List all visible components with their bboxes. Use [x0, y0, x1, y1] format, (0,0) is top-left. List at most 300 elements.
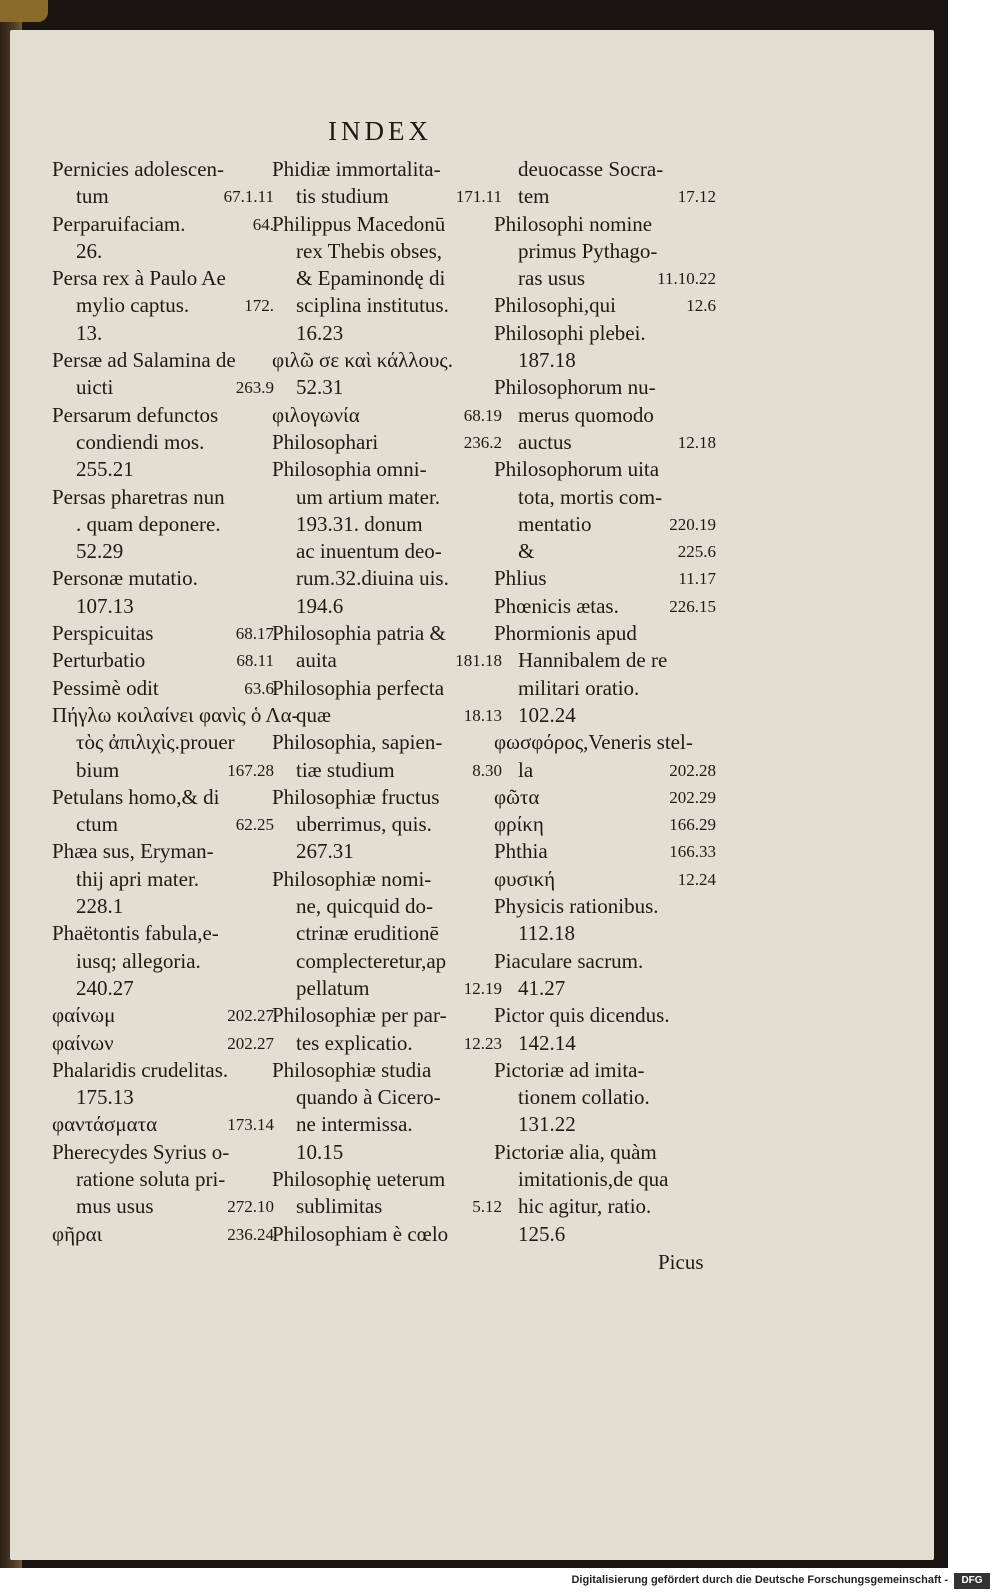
entry-page-ref: 202.29: [669, 787, 716, 807]
book-corner-clasp: [0, 0, 48, 22]
entry-page-ref: 181.18: [455, 651, 502, 671]
dfg-logo: DFG: [954, 1573, 990, 1589]
entry-page-ref: 220.19: [669, 514, 716, 534]
entry-text: auita: [296, 648, 337, 673]
catchword: Picus: [658, 1250, 704, 1274]
index-entry: [52, 647, 274, 674]
entry-text: Petulans homo,& di: [52, 784, 220, 809]
entry-text: uberrimus, quis.: [296, 812, 432, 837]
index-entry: [272, 838, 502, 865]
entry-text: mentatio: [518, 511, 592, 536]
entry-text: 142.14: [518, 1030, 576, 1055]
entry-page-ref: 18.13: [463, 705, 502, 725]
entry-text: 41.27: [518, 975, 566, 1000]
entry-text: ras usus: [518, 266, 586, 291]
entry-page-ref: 68.11: [236, 651, 274, 671]
entry-page-ref: 64.: [252, 214, 274, 234]
index-entry: [272, 593, 502, 620]
entry-page-ref: [712, 920, 716, 947]
index-entry: [52, 1221, 274, 1248]
index-entry: [52, 292, 274, 319]
entry-page-ref: 225.6: [677, 542, 716, 562]
entry-text: 26.: [76, 238, 103, 263]
entry-text: Personæ mutatio.: [52, 566, 198, 591]
index-entry: [272, 1139, 502, 1166]
entry-text: Perparuifaciam.: [52, 211, 186, 236]
entry-text: Philosophiam è cœlo: [272, 1221, 449, 1246]
entry-text: tiæ studium: [296, 757, 395, 782]
entry-text: quæ: [296, 702, 332, 727]
entry-text: & Epaminondę di: [296, 266, 446, 291]
entry-text: 255.21: [76, 457, 134, 482]
index-entry: [494, 838, 716, 865]
index-entry: [272, 893, 502, 920]
digitization-footer: [0, 1568, 1000, 1595]
entry-page-ref: 172.: [244, 296, 274, 316]
index-entry: [52, 511, 274, 538]
entry-text: Phidiæ immortalita-: [272, 157, 441, 181]
entry-page-ref: 202.27: [227, 1006, 274, 1026]
entry-page-ref: [712, 1030, 716, 1057]
entry-text: Philosophiæ per par-: [272, 1003, 447, 1028]
entry-text: Philosophi nomine: [494, 211, 653, 236]
entry-text: thij apri mater.: [76, 866, 200, 891]
entry-text: 52.29: [76, 539, 124, 564]
entry-text: 102.24: [518, 702, 576, 727]
index-entry: [494, 729, 716, 756]
entry-page-ref: 236.24: [227, 1224, 274, 1244]
index-entry: [52, 265, 274, 292]
entry-text: 16.23: [296, 320, 344, 345]
entry-text: ne intermissa.: [296, 1112, 413, 1137]
page-title: INDEX: [328, 116, 432, 146]
entry-text: Persarum defunctos: [52, 402, 219, 427]
index-entry: [52, 211, 274, 238]
index-entry: [52, 538, 274, 565]
index-entry: [494, 1221, 716, 1248]
index-entry: [494, 1084, 716, 1111]
index-entry: [494, 784, 716, 811]
index-entry: [272, 948, 502, 975]
entry-text: 107.13: [76, 593, 134, 618]
index-entry: [52, 456, 274, 483]
index-entry: [52, 1166, 274, 1193]
index-entry: [52, 893, 274, 920]
entry-page-ref: 12.6: [686, 296, 716, 316]
index-entry: [494, 156, 716, 183]
index-entry: [52, 565, 274, 592]
entry-text: hic agitur, ratio.: [518, 1194, 652, 1219]
index-entry: [272, 456, 502, 483]
entry-page-ref: [712, 729, 716, 756]
entry-text: φαίνωμ: [52, 1003, 116, 1028]
entry-text: condiendi mos.: [76, 429, 205, 454]
entry-text: Philippus Macedonū: [272, 211, 446, 236]
entry-text: ne, quicquid do-: [296, 894, 434, 919]
entry-text: Pictor quis dicendus.: [494, 1003, 670, 1028]
entry-page-ref: 171.11: [455, 187, 502, 207]
entry-text: Philosophorum uita: [494, 457, 660, 482]
entry-page-ref: [712, 948, 716, 975]
index-entry: [494, 1166, 716, 1193]
index-entry: [272, 1057, 502, 1084]
book-page: [10, 30, 934, 1560]
index-entry: [494, 893, 716, 920]
entry-page-ref: [712, 1084, 716, 1111]
entry-text: Phaëtontis fabula,e-: [52, 921, 219, 946]
entry-page-ref: [712, 374, 716, 401]
entry-text: Philosophorum nu-: [494, 375, 656, 400]
entry-page-ref: [712, 402, 716, 429]
entry-text: φρίκη: [494, 812, 544, 837]
entry-text: tionem collatio.: [518, 1085, 650, 1110]
entry-text: imitationis,de qua: [518, 1166, 669, 1191]
index-entry: [494, 320, 716, 347]
index-entry: [494, 920, 716, 947]
index-entry: [494, 702, 716, 729]
index-entry: [494, 1193, 716, 1220]
index-entry: [272, 675, 502, 702]
index-entry: [494, 402, 716, 429]
index-entry: [52, 620, 274, 647]
entry-text: Persæ ad Salamina de: [52, 348, 236, 373]
entry-text: Phœnicis ætas.: [494, 593, 619, 618]
index-entry: [494, 374, 716, 401]
index-entry: [52, 1084, 274, 1111]
entry-text: tem: [518, 184, 550, 209]
entry-text: . quam deponere.: [76, 511, 221, 536]
index-entry: [52, 593, 274, 620]
index-entry: [272, 1193, 502, 1220]
entry-text: Philosophiæ nomi-: [272, 866, 432, 891]
entry-page-ref: 5.12: [472, 1197, 502, 1217]
entry-text: Phthia: [494, 839, 548, 864]
index-entry: [494, 593, 716, 620]
index-entry: [272, 374, 502, 401]
entry-text: φυσική: [494, 866, 556, 891]
entry-text: primus Pythago-: [518, 238, 658, 263]
index-entry: [494, 238, 716, 265]
footer-credit: Digitalisierung gefördert durch die Deutsche Forschungsgemeinschaft -: [571, 1574, 948, 1586]
entry-page-ref: [712, 702, 716, 729]
entry-text: Pictoriæ ad imita-: [494, 1057, 645, 1082]
entry-page-ref: [712, 1221, 716, 1248]
index-entry: [272, 156, 502, 183]
index-entry: [272, 347, 502, 374]
index-entry: [52, 1057, 274, 1084]
index-entry: [272, 565, 502, 592]
entry-page-ref: [712, 484, 716, 511]
index-entry: [52, 866, 274, 893]
index-entry: [494, 292, 716, 319]
entry-text: Philosophiæ studia: [272, 1057, 432, 1082]
index-entry: [272, 402, 502, 429]
index-column-2: [272, 156, 502, 1248]
index-entry: [52, 838, 274, 865]
index-entry: [52, 975, 274, 1002]
entry-text: Pictoriæ alia, quàm: [494, 1139, 657, 1164]
entry-text: ac inuentum deo-: [296, 539, 442, 564]
entry-text: Phæa sus, Eryman-: [52, 839, 214, 864]
index-entry: [272, 292, 502, 319]
entry-text: iusq; allegoria.: [76, 948, 201, 973]
index-entry: [52, 920, 274, 947]
index-entry: [272, 511, 502, 538]
entry-text: &: [518, 539, 535, 564]
index-entry: [52, 784, 274, 811]
index-entry: [494, 1139, 716, 1166]
index-entry: [52, 374, 274, 401]
index-entry: [272, 211, 502, 238]
index-entry: [494, 538, 716, 565]
index-entry: [272, 183, 502, 210]
index-entry: [272, 975, 502, 1002]
index-entry: [272, 647, 502, 674]
entry-page-ref: 12.23: [463, 1033, 502, 1053]
entry-text: Philosophi plebei.: [494, 320, 646, 345]
entry-text: merus quomodo: [518, 402, 654, 427]
entry-text: Philosophiæ fructus: [272, 784, 440, 809]
entry-text: 228.1: [76, 894, 124, 919]
entry-text: militari oratio.: [518, 675, 640, 700]
index-entry: [272, 265, 502, 292]
entry-text: φιλῶ σε καὶ κάλλους.: [272, 348, 453, 373]
entry-text: φωσφόρος,Veneris stel-: [494, 730, 693, 755]
index-entry: [494, 484, 716, 511]
entry-text: Phlius: [494, 566, 547, 591]
entry-text: φαίνων: [52, 1030, 114, 1055]
entry-page-ref: [712, 456, 716, 483]
index-entry: [272, 538, 502, 565]
entry-page-ref: [712, 675, 716, 702]
entry-text: φῆραι: [52, 1221, 103, 1246]
index-entry: [494, 757, 716, 784]
entry-text: ctum: [76, 812, 118, 837]
entry-page-ref: 8.30: [472, 760, 502, 780]
entry-text: φαντάσματα: [52, 1112, 158, 1137]
entry-page-ref: [712, 975, 716, 1002]
index-entry: [52, 1111, 274, 1138]
entry-text: auctus: [518, 429, 572, 454]
entry-page-ref: 11.10.22: [657, 269, 716, 289]
index-entry: [272, 429, 502, 456]
entry-text: 240.27: [76, 975, 134, 1000]
entry-text: mus usus: [76, 1194, 154, 1219]
entry-text: 112.18: [518, 921, 575, 946]
index-entry: [52, 729, 274, 756]
entry-text: uicti: [76, 375, 114, 400]
index-entry: [272, 1084, 502, 1111]
entry-text: Piaculare sacrum.: [494, 948, 644, 973]
index-entry: [272, 1111, 502, 1138]
entry-text: 267.31: [296, 839, 354, 864]
index-entry: [494, 347, 716, 374]
index-entry: [272, 757, 502, 784]
entry-text: Physicis rationibus.: [494, 894, 659, 919]
entry-text: Pessimè odit: [52, 675, 159, 700]
entry-text: 194.6: [296, 593, 344, 618]
index-entry: [494, 647, 716, 674]
entry-text: 175.13: [76, 1085, 134, 1110]
entry-text: Phalaridis crudelitas.: [52, 1057, 229, 1082]
entry-page-ref: [712, 1111, 716, 1138]
entry-text: quando à Cicero-: [296, 1085, 441, 1110]
index-entry: [52, 402, 274, 429]
index-entry: [272, 484, 502, 511]
entry-text: Phormionis apud: [494, 621, 637, 646]
entry-text: Philosophia perfecta: [272, 675, 445, 700]
entry-page-ref: 68.17: [235, 624, 274, 644]
entry-text: Perspicuitas: [52, 621, 154, 646]
entry-text: 131.22: [518, 1112, 576, 1137]
entry-page-ref: 272.10: [227, 1197, 274, 1217]
entry-page-ref: 68.19: [463, 405, 502, 425]
index-entry: [272, 1166, 502, 1193]
entry-text: sciplina institutus.: [296, 293, 449, 318]
index-column-1: [52, 156, 299, 1248]
entry-text: Philosophari: [272, 429, 379, 454]
entry-page-ref: 12.24: [677, 869, 716, 889]
entry-page-ref: [712, 156, 716, 183]
entry-page-ref: 17.12: [677, 187, 716, 207]
entry-text: Philosophi,qui: [494, 293, 616, 318]
entry-text: tes explicatio.: [296, 1030, 413, 1055]
index-entry: [52, 811, 274, 838]
index-entry: [52, 1139, 274, 1166]
entry-page-ref: 62.25: [235, 815, 274, 835]
entry-text: ratione soluta pri-: [76, 1166, 226, 1191]
entry-text: ctrinæ eruditionē: [296, 921, 439, 946]
entry-text: deuocasse Socra-: [518, 157, 664, 181]
entry-text: Persa rex à Paulo Ae: [52, 266, 226, 291]
index-entry: [494, 948, 716, 975]
entry-page-ref: [712, 320, 716, 347]
index-entry: [494, 1057, 716, 1084]
entry-text: sublimitas: [296, 1194, 383, 1219]
index-entry: [272, 620, 502, 647]
index-column-3: [494, 156, 716, 1248]
entry-page-ref: 236.2: [463, 432, 502, 452]
entry-text: tum: [76, 184, 109, 209]
entry-text: rex Thebis obses,: [296, 238, 443, 263]
entry-text: Hannibalem de re: [518, 648, 668, 673]
entry-text: Philosophia, sapien-: [272, 730, 443, 755]
entry-text: bium: [76, 757, 120, 782]
entry-text: Philosophia patria &: [272, 621, 446, 646]
entry-text: 10.15: [296, 1139, 344, 1164]
index-entry: [272, 866, 502, 893]
entry-text: Philosophia omni-: [272, 457, 427, 482]
index-entry: [52, 183, 274, 210]
index-entry: [52, 429, 274, 456]
entry-page-ref: [712, 1139, 716, 1166]
entry-text: 125.6: [518, 1221, 566, 1246]
entry-page-ref: 263.9: [235, 378, 274, 398]
entry-text: φιλογωνία: [272, 402, 360, 427]
index-entry: [52, 1002, 274, 1029]
entry-page-ref: 167.28: [227, 760, 274, 780]
entry-text: tota, mortis com-: [518, 484, 663, 509]
index-entry: [494, 1111, 716, 1138]
entry-page-ref: 12.18: [677, 432, 716, 452]
index-entry: [52, 702, 299, 729]
entry-text: Philosophię ueterum: [272, 1166, 446, 1191]
entry-page-ref: 202.27: [227, 1033, 274, 1053]
entry-page-ref: [712, 211, 716, 238]
index-entry: [52, 757, 274, 784]
entry-page-ref: [712, 1166, 716, 1193]
entry-text: um artium mater.: [296, 484, 441, 509]
entry-page-ref: 166.29: [669, 815, 716, 835]
index-entry: [52, 948, 274, 975]
entry-page-ref: 173.14: [227, 1115, 274, 1135]
index-entry: [494, 565, 716, 592]
index-entry: [494, 183, 716, 210]
index-entry: [52, 484, 274, 511]
entry-text: mylio captus.: [76, 293, 190, 318]
index-entry: [272, 920, 502, 947]
index-entry: [272, 784, 502, 811]
entry-text: 13.: [76, 320, 103, 345]
entry-text: Pernicies adolescen-: [52, 157, 225, 181]
index-entry: [494, 265, 716, 292]
index-entry: [52, 320, 274, 347]
index-entry: [494, 975, 716, 1002]
index-entry: [52, 1193, 274, 1220]
entry-page-ref: [712, 893, 716, 920]
index-entry: [52, 238, 274, 265]
entry-page-ref: 12.19: [463, 978, 502, 998]
entry-page-ref: 226.15: [669, 596, 716, 616]
index-entry: [272, 702, 502, 729]
index-entry: [272, 320, 502, 347]
entry-text: la: [518, 757, 534, 782]
index-entry: [272, 1030, 502, 1057]
index-entry: [52, 675, 274, 702]
index-entry: [52, 156, 274, 183]
index-entry: [494, 811, 716, 838]
entry-text: complecteretur,ap: [296, 948, 447, 973]
index-entry: [52, 1030, 274, 1057]
entry-page-ref: [712, 347, 716, 374]
entry-text: τὸς ἀπιλιχὶς.prouer: [76, 730, 235, 755]
entry-page-ref: 11.17: [678, 569, 716, 589]
index-entry: [272, 238, 502, 265]
entry-text: 187.18: [518, 348, 576, 373]
entry-text: tis studium: [296, 184, 389, 209]
entry-page-ref: [712, 647, 716, 674]
entry-text: Perturbatio: [52, 648, 146, 673]
entry-text: Πήγλω κοιλαίνει φανὶς ὁ Λα-: [52, 702, 299, 727]
entry-text: rum.32.diuina uis.: [296, 566, 449, 591]
index-entry: [494, 211, 716, 238]
entry-page-ref: [712, 238, 716, 265]
entry-page-ref: [712, 1193, 716, 1220]
index-entry: [494, 429, 716, 456]
index-entry: [272, 729, 502, 756]
entry-text: pellatum: [296, 975, 370, 1000]
entry-page-ref: [712, 620, 716, 647]
index-entry: [494, 456, 716, 483]
index-entry: [494, 1030, 716, 1057]
entry-text: Pherecydes Syrius o-: [52, 1139, 230, 1164]
entry-text: Persas pharetras nun: [52, 484, 225, 509]
index-entry: [494, 675, 716, 702]
index-entry: [494, 1002, 716, 1029]
index-entry: [272, 1002, 502, 1029]
entry-text: 193.31. donum: [296, 511, 423, 536]
entry-text: φῶτα: [494, 784, 540, 809]
